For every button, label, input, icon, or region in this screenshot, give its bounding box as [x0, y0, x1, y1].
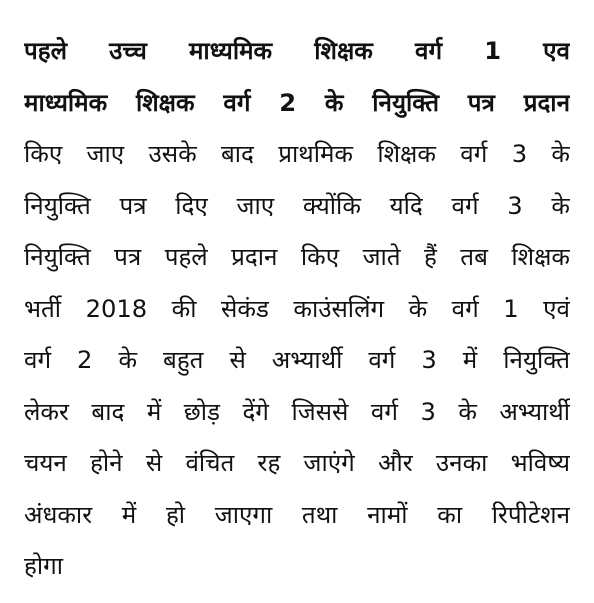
text-line-9: चयन होने से वंचित रह जाएंगे और उनका भविष्य: [24, 449, 570, 477]
document-text: [24, 26, 570, 593]
text-line-1: पहले उच्च माध्यमिक शिक्षक वर्ग 1 एव: [24, 37, 570, 65]
text-line-8: लेकर बाद में छोड़ देंगे जिससे वर्ग 3 के अभ्यार्थी: [24, 397, 570, 426]
text-line-5: नियुक्ति पत्र पहले प्रदान किए जाते हैं तब शिक्षक: [24, 243, 570, 271]
text-line-6: भर्ती 2018 की सेकंड काउंसलिंग के वर्ग 1 एवं: [24, 294, 570, 323]
text-line-10: अंधकार में हो जाएगा तथा नामों का रिपीटेशन: [24, 500, 570, 529]
text-line-2: माध्यमिक शिक्षक वर्ग 2 के नियुक्ति पत्र प्रदान: [24, 88, 570, 117]
text-line-11: होगा: [24, 552, 63, 580]
text-line-3: किए जाए उसके बाद प्राथमिक शिक्षक वर्ग 3 के: [24, 140, 570, 168]
text-line-7: वर्ग 2 के बहुत से अभ्यार्थी वर्ग 3 में नियुक्ति: [24, 346, 570, 374]
text-line-4: नियुक्ति पत्र दिए जाए क्योंकि यदि वर्ग 3 के: [24, 191, 570, 220]
